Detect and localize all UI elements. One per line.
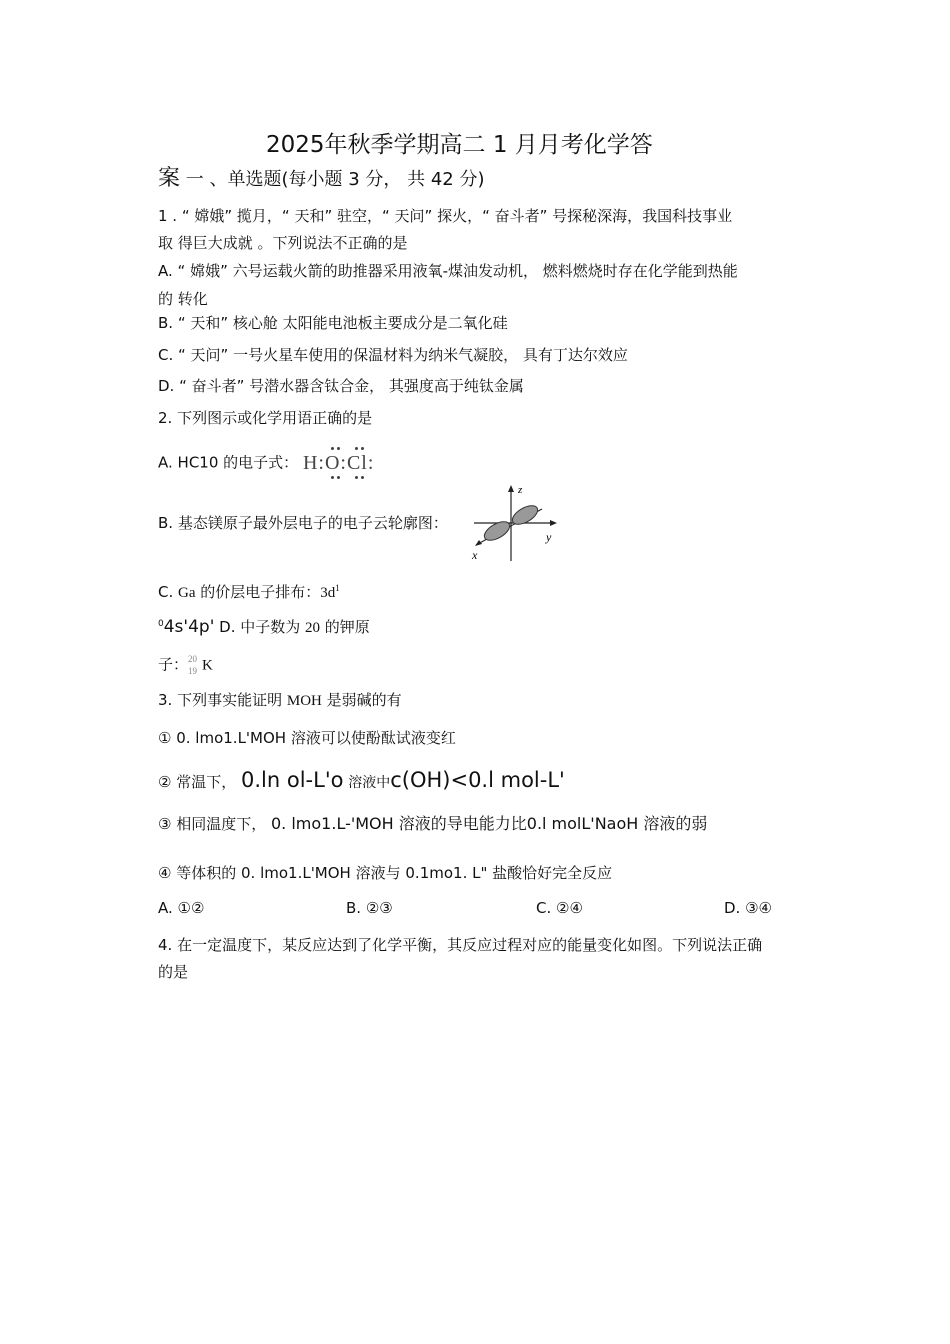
ga-symbol: Ga [178,585,196,601]
c-prefix: C. [158,583,179,601]
q1-option-c: C. “ 天问” 一号火星车使用的保温材料为纳米气凝胶， 具有丁达尔效应 [158,346,628,364]
d-number: 20 [305,620,320,636]
s3-b: 0. lmo1.L-'MOH 溶液的导电能力比0.l molL'NaoH 溶液的弱 [271,814,708,833]
section-label: 一 、单选题(每小题 3 分， 共 42 分) [185,169,485,190]
d-line2: 子： [158,655,189,674]
lewis-structure [303,446,374,480]
q2-option-b: B. 基态镁原子最外层电子的电子云轮廓图： [158,514,448,532]
q3-option-d: D. ③④ [724,899,772,917]
s2-d: c(OH)<0.l mol-L' [390,768,565,792]
section-heading [158,166,484,193]
lewis-formula: H:O:Cl: [302,452,375,474]
q4-stem-line1: 4. 在一定温度下，某反应达到了化学平衡，其反应过程对应的能量变化如图。下列说法正确 [158,936,763,954]
q2-a-label: A. HC10 的电子式： [158,453,299,472]
c-text: 的价层电子排布： [195,583,321,601]
d-config: 4s'4p' [163,617,215,637]
iso-mass: 20 [188,654,198,664]
q3-option-b: B. ②③ [346,899,393,917]
s2-b: 0.ln ol-L'o [241,768,344,792]
d-text: D. 中子数为 [214,618,305,636]
d-sup: 0 [158,619,164,629]
q1-option-a-cont: 的 转化 [158,290,208,308]
axis-x-label: x [472,548,478,562]
s2-c: 溶液中 [348,775,391,791]
q1-option-d: D. “ 奋斗者” 号潜水器含钛合金， 其强度高于纯钛金属 [158,377,524,395]
q3-moh: MOH [286,693,322,709]
q3-statement-4: ④ 等体积的 0. lmo1.L'MOH 溶液与 0.1mo1. L" 盐酸恰好完全反应 [158,864,613,882]
lone-pair-dots [355,447,364,450]
lone-pair-dots [331,476,340,479]
q3-stem [158,690,402,711]
q3-stem-b: 是弱碱的有 [321,691,402,709]
axis-z-label: z [518,484,523,496]
c-config: 3d [320,585,336,601]
title-continuation: 案 [158,166,181,191]
d-text-end: 的钾原 [320,618,370,636]
exam-title: 2025年秋季学期高二 1 月月考化学答 [266,132,653,158]
q1-option-a: A. “ 嫦娥” 六号运载火箭的助推器采用液氧-煤油发动机， 燃料燃烧时存在化学能到热能 [158,262,738,280]
q2-option-d [158,617,370,638]
q2-option-d-cont [158,653,213,677]
q3-stem-a: 3. 下列事实能证明 [158,691,287,709]
lone-pair-dots [355,476,364,479]
q1-stem-line1: 1 . “ 嫦娥” 揽月，“ 天和” 驻空，“ 天问” 探火，“ 奋斗者” 号探秘深海，我国科技事业 [158,207,733,225]
q2-stem: 2. 下列图示或化学用语正确的是 [158,409,373,427]
q1-option-b: B. “ 天和” 核心舱 太阳能电池板主要成分是二氧化硅 [158,314,508,332]
q4-stem-line2: 的是 [158,963,189,981]
p-orbital-diagram [470,483,560,563]
isotope-notation [188,653,202,677]
c-sup: 1 [335,583,340,593]
s3-a: ③ 相同温度下， [158,815,267,833]
q2-option-c [158,582,340,603]
iso-symbol: K [202,657,213,674]
iso-atomic: 19 [188,666,198,676]
q3-statement-3 [158,814,707,834]
s2-a: ② 常温下， [158,773,237,791]
axis-y-label: y [546,530,552,544]
q1-stem-line2: 取 得巨大成就 。下列说法不正确的是 [158,234,408,252]
q3-statement-1: ① 0. lmo1.L'MOH 溶液可以使酚酞试液变红 [158,729,456,747]
lone-pair-dots [331,447,340,450]
q3-option-c: C. ②④ [536,899,583,917]
q2-option-a [158,446,374,480]
q3-option-a: A. ①② [158,899,205,917]
q3-statement-2 [158,770,565,793]
